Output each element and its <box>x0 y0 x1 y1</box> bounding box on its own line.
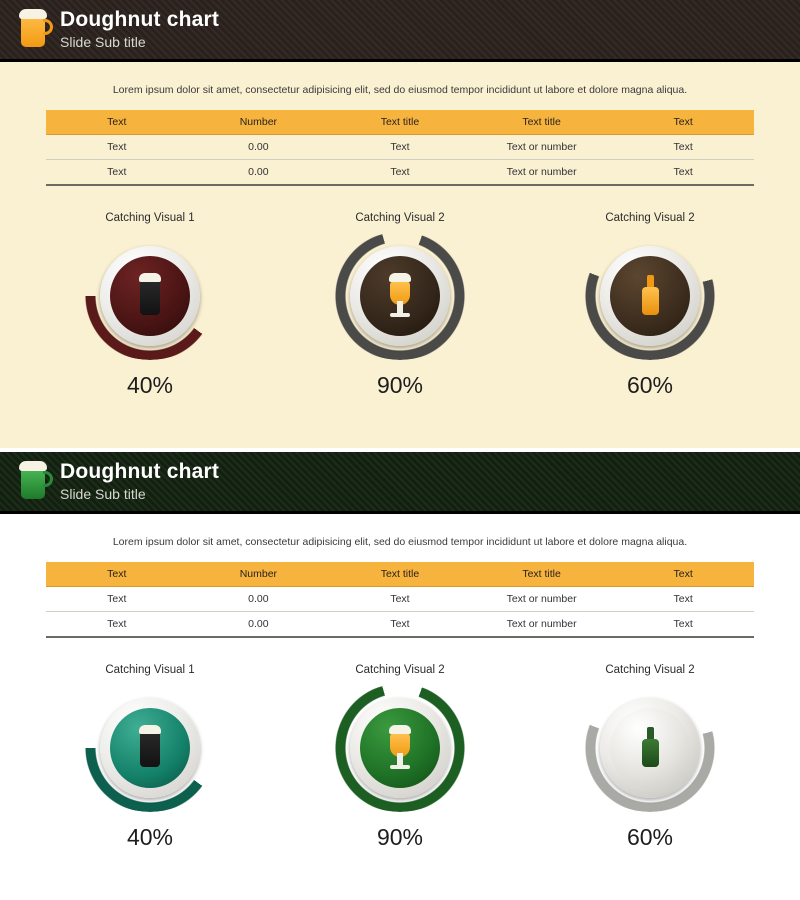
table-cell: Text <box>612 587 754 612</box>
table-cell: Text <box>329 587 471 612</box>
page-title: Doughnut chart <box>60 460 220 483</box>
column-header: Text title <box>471 562 613 587</box>
table-cell: Text or number <box>471 612 613 638</box>
donut-graphic <box>580 684 720 812</box>
table-row <box>46 612 754 638</box>
chart-caption: Catching Visual 1 <box>105 212 195 224</box>
tulip-glass-icon <box>383 725 417 771</box>
table-cell: Text <box>46 135 188 160</box>
beer-bottle-icon <box>633 273 667 319</box>
slide-header-green <box>0 452 800 514</box>
table-cell: Text <box>612 135 754 160</box>
table-cell: Text <box>46 160 188 186</box>
table-cell: 0.00 <box>188 587 330 612</box>
table-cell: 0.00 <box>188 612 330 638</box>
table-cell: Text <box>612 160 754 186</box>
beer-bottle-icon <box>633 725 667 771</box>
chart-caption: Catching Visual 1 <box>105 664 195 676</box>
page-subtitle: Slide Sub title <box>60 34 146 50</box>
column-header: Text <box>46 110 188 135</box>
data-table-amber <box>46 110 754 186</box>
chart-caption: Catching Visual 2 <box>355 664 445 676</box>
tulip-glass-icon <box>383 273 417 319</box>
donut-inner-disc <box>110 256 190 336</box>
page-title: Doughnut chart <box>60 8 220 31</box>
table-cell: Text <box>329 160 471 186</box>
table-cell: Text <box>329 135 471 160</box>
table-row <box>46 160 754 186</box>
chart-caption: Catching Visual 2 <box>355 212 445 224</box>
donut-inner-disc <box>360 256 440 336</box>
column-header: Text title <box>329 562 471 587</box>
donut-graphic <box>330 232 470 360</box>
donut-inner-disc <box>610 708 690 788</box>
intro-paragraph: Lorem ipsum dolor sit amet, consectetur adipisicing elit, sed do eiusmod tempor incididunt ut labore et dolore magna aliqua. <box>112 84 688 96</box>
slide-body-amber <box>0 62 800 448</box>
slide-body-green <box>0 514 800 900</box>
column-header: Text <box>612 110 754 135</box>
column-header: Text title <box>329 110 471 135</box>
donut-center <box>100 698 200 798</box>
beer-glass-icon <box>18 9 48 51</box>
column-header: Number <box>188 562 330 587</box>
table-cell: Text <box>46 612 188 638</box>
table-header-row <box>46 110 754 135</box>
donut-inner-disc <box>610 256 690 336</box>
chart-value: 90% <box>376 372 424 398</box>
pint-glass-icon <box>133 725 167 771</box>
table-cell: Text <box>612 612 754 638</box>
table-cell: Text or number <box>471 587 613 612</box>
table-cell: Text <box>329 612 471 638</box>
chart-value: 60% <box>626 824 674 850</box>
table-cell: Text <box>46 587 188 612</box>
donut-chart-row-amber <box>25 212 775 399</box>
page-subtitle: Slide Sub title <box>60 486 146 502</box>
column-header: Text <box>612 562 754 587</box>
donut-center <box>350 246 450 346</box>
chart-value: 90% <box>376 824 424 850</box>
donut-inner-disc <box>110 708 190 788</box>
donut-center <box>600 246 700 346</box>
donut-chart-1 <box>45 664 255 851</box>
donut-center <box>350 698 450 798</box>
table-cell: Text or number <box>471 160 613 186</box>
data-table-green <box>46 562 754 638</box>
donut-chart-3 <box>545 212 755 399</box>
donut-graphic <box>580 232 720 360</box>
column-header: Text title <box>471 110 613 135</box>
donut-chart-1 <box>45 212 255 399</box>
donut-graphic <box>330 684 470 812</box>
slide-amber <box>0 0 800 448</box>
intro-paragraph: Lorem ipsum dolor sit amet, consectetur adipisicing elit, sed do eiusmod tempor incididunt ut labore et dolore magna aliqua. <box>112 536 688 548</box>
donut-inner-disc <box>360 708 440 788</box>
donut-graphic <box>80 232 220 360</box>
table-row <box>46 135 754 160</box>
table-cell: 0.00 <box>188 160 330 186</box>
donut-chart-2 <box>295 212 505 399</box>
chart-caption: Catching Visual 2 <box>605 664 695 676</box>
table-cell: Text or number <box>471 135 613 160</box>
donut-chart-row-green <box>25 664 775 851</box>
chart-caption: Catching Visual 2 <box>605 212 695 224</box>
table-row <box>46 587 754 612</box>
beer-glass-icon <box>18 461 48 503</box>
slide-green <box>0 452 800 900</box>
column-header: Number <box>188 110 330 135</box>
chart-value: 60% <box>626 372 674 398</box>
chart-value: 40% <box>126 824 174 850</box>
table-header-row <box>46 562 754 587</box>
pint-glass-icon <box>133 273 167 319</box>
donut-center <box>100 246 200 346</box>
donut-chart-3 <box>545 664 755 851</box>
donut-chart-2 <box>295 664 505 851</box>
donut-graphic <box>80 684 220 812</box>
donut-center <box>600 698 700 798</box>
chart-value: 40% <box>126 372 174 398</box>
column-header: Text <box>46 562 188 587</box>
slide-header-amber <box>0 0 800 62</box>
table-cell: 0.00 <box>188 135 330 160</box>
